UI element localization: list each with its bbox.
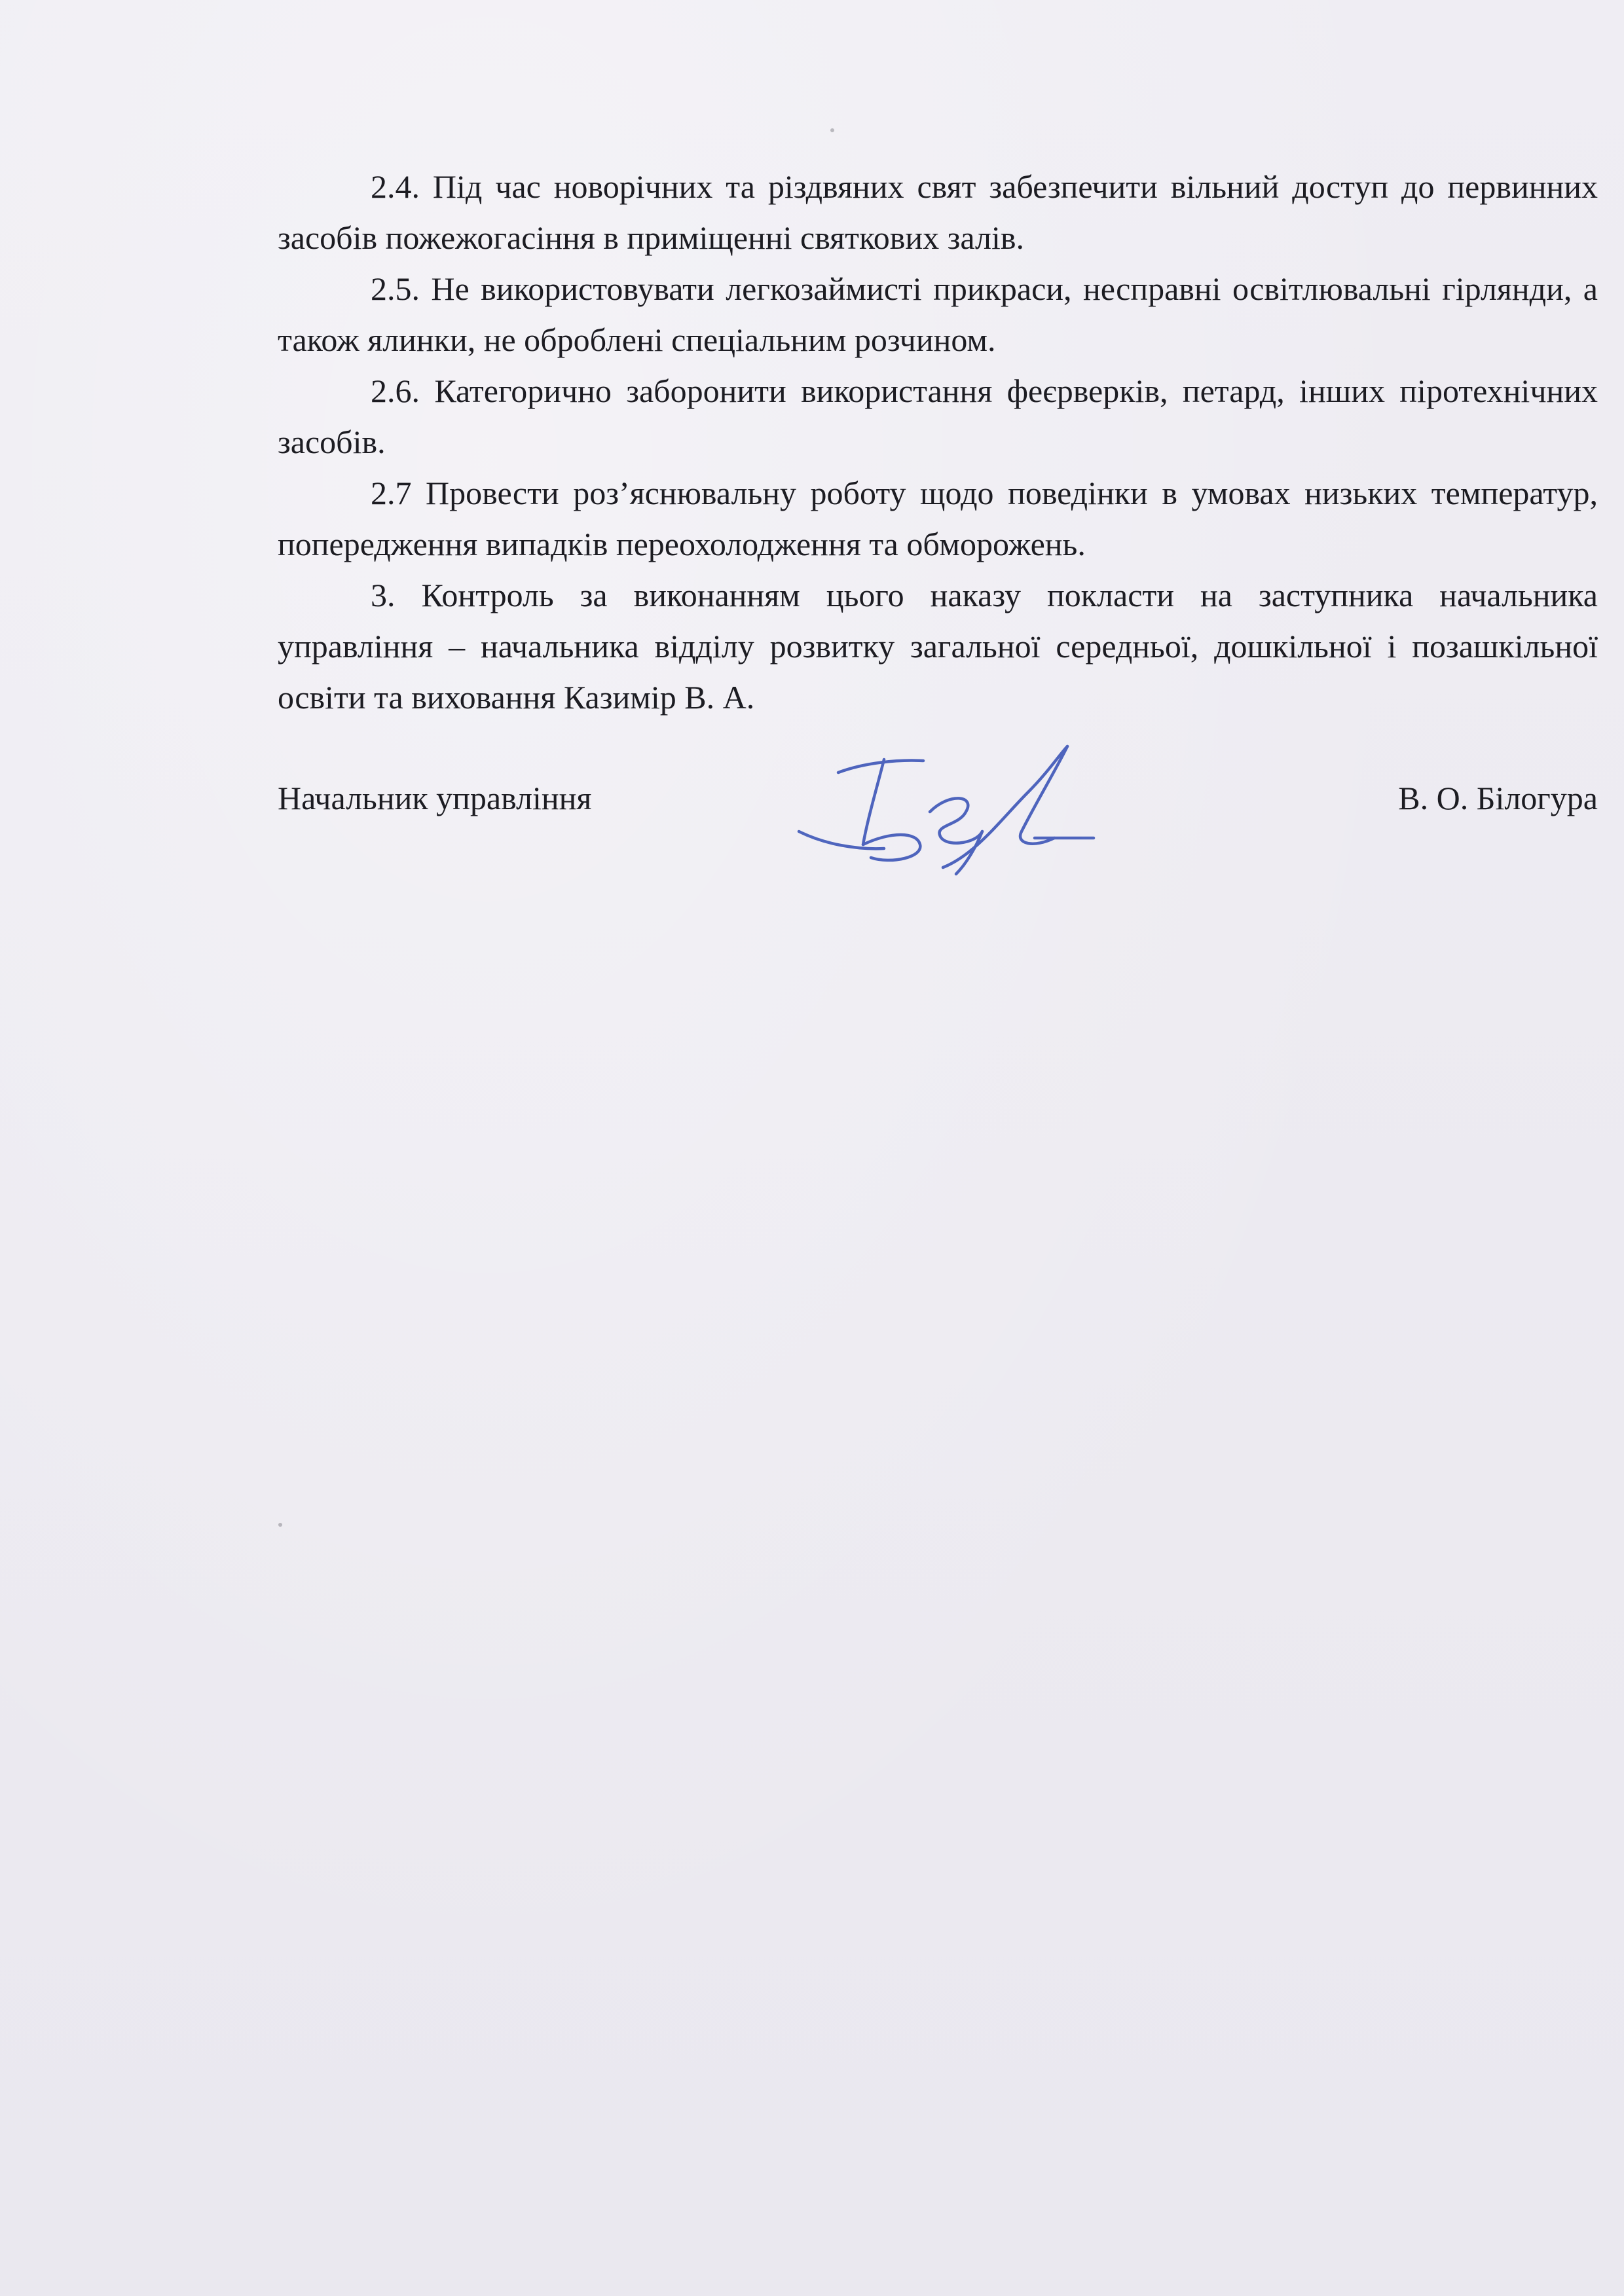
- scan-speck: [830, 128, 834, 132]
- signatory-name: В. О. Білогура: [1398, 780, 1598, 816]
- signatory-position: Начальник управління: [278, 780, 592, 816]
- paragraph-2-4: 2.4. Під час новорічних та різдвяних свят забезпечити вільний доступ до первинних засобів пожежогасіння в приміщенні святкових залів.: [278, 168, 1598, 256]
- paragraph-3: 3. Контроль за виконанням цього наказу покласти на заступника начальника управління – начальника відділу розвитку загальної середньої, дошкільної і позашкільної освіти та виховання Казимір В. А.: [278, 577, 1598, 716]
- paragraph-2-6: 2.6. Категорично заборонити використання феєрверків, петард, інших піротехнічних засобів.: [278, 373, 1598, 460]
- paragraph-2-5: 2.5. Не використовувати легкозаймисті прикраси, несправні освітлювальні гірлянди, а також ялинки, не оброблені спеціальним розчином.: [278, 270, 1598, 358]
- signature-block: [278, 773, 1598, 825]
- paragraph-2-7: 2.7 Провести роз’яснювальну роботу щодо поведінки в умовах низьких температур, попередження випадків переохолодження та обморожень.: [278, 475, 1598, 562]
- scan-speck: [278, 1523, 282, 1527]
- document-body: [278, 161, 1598, 723]
